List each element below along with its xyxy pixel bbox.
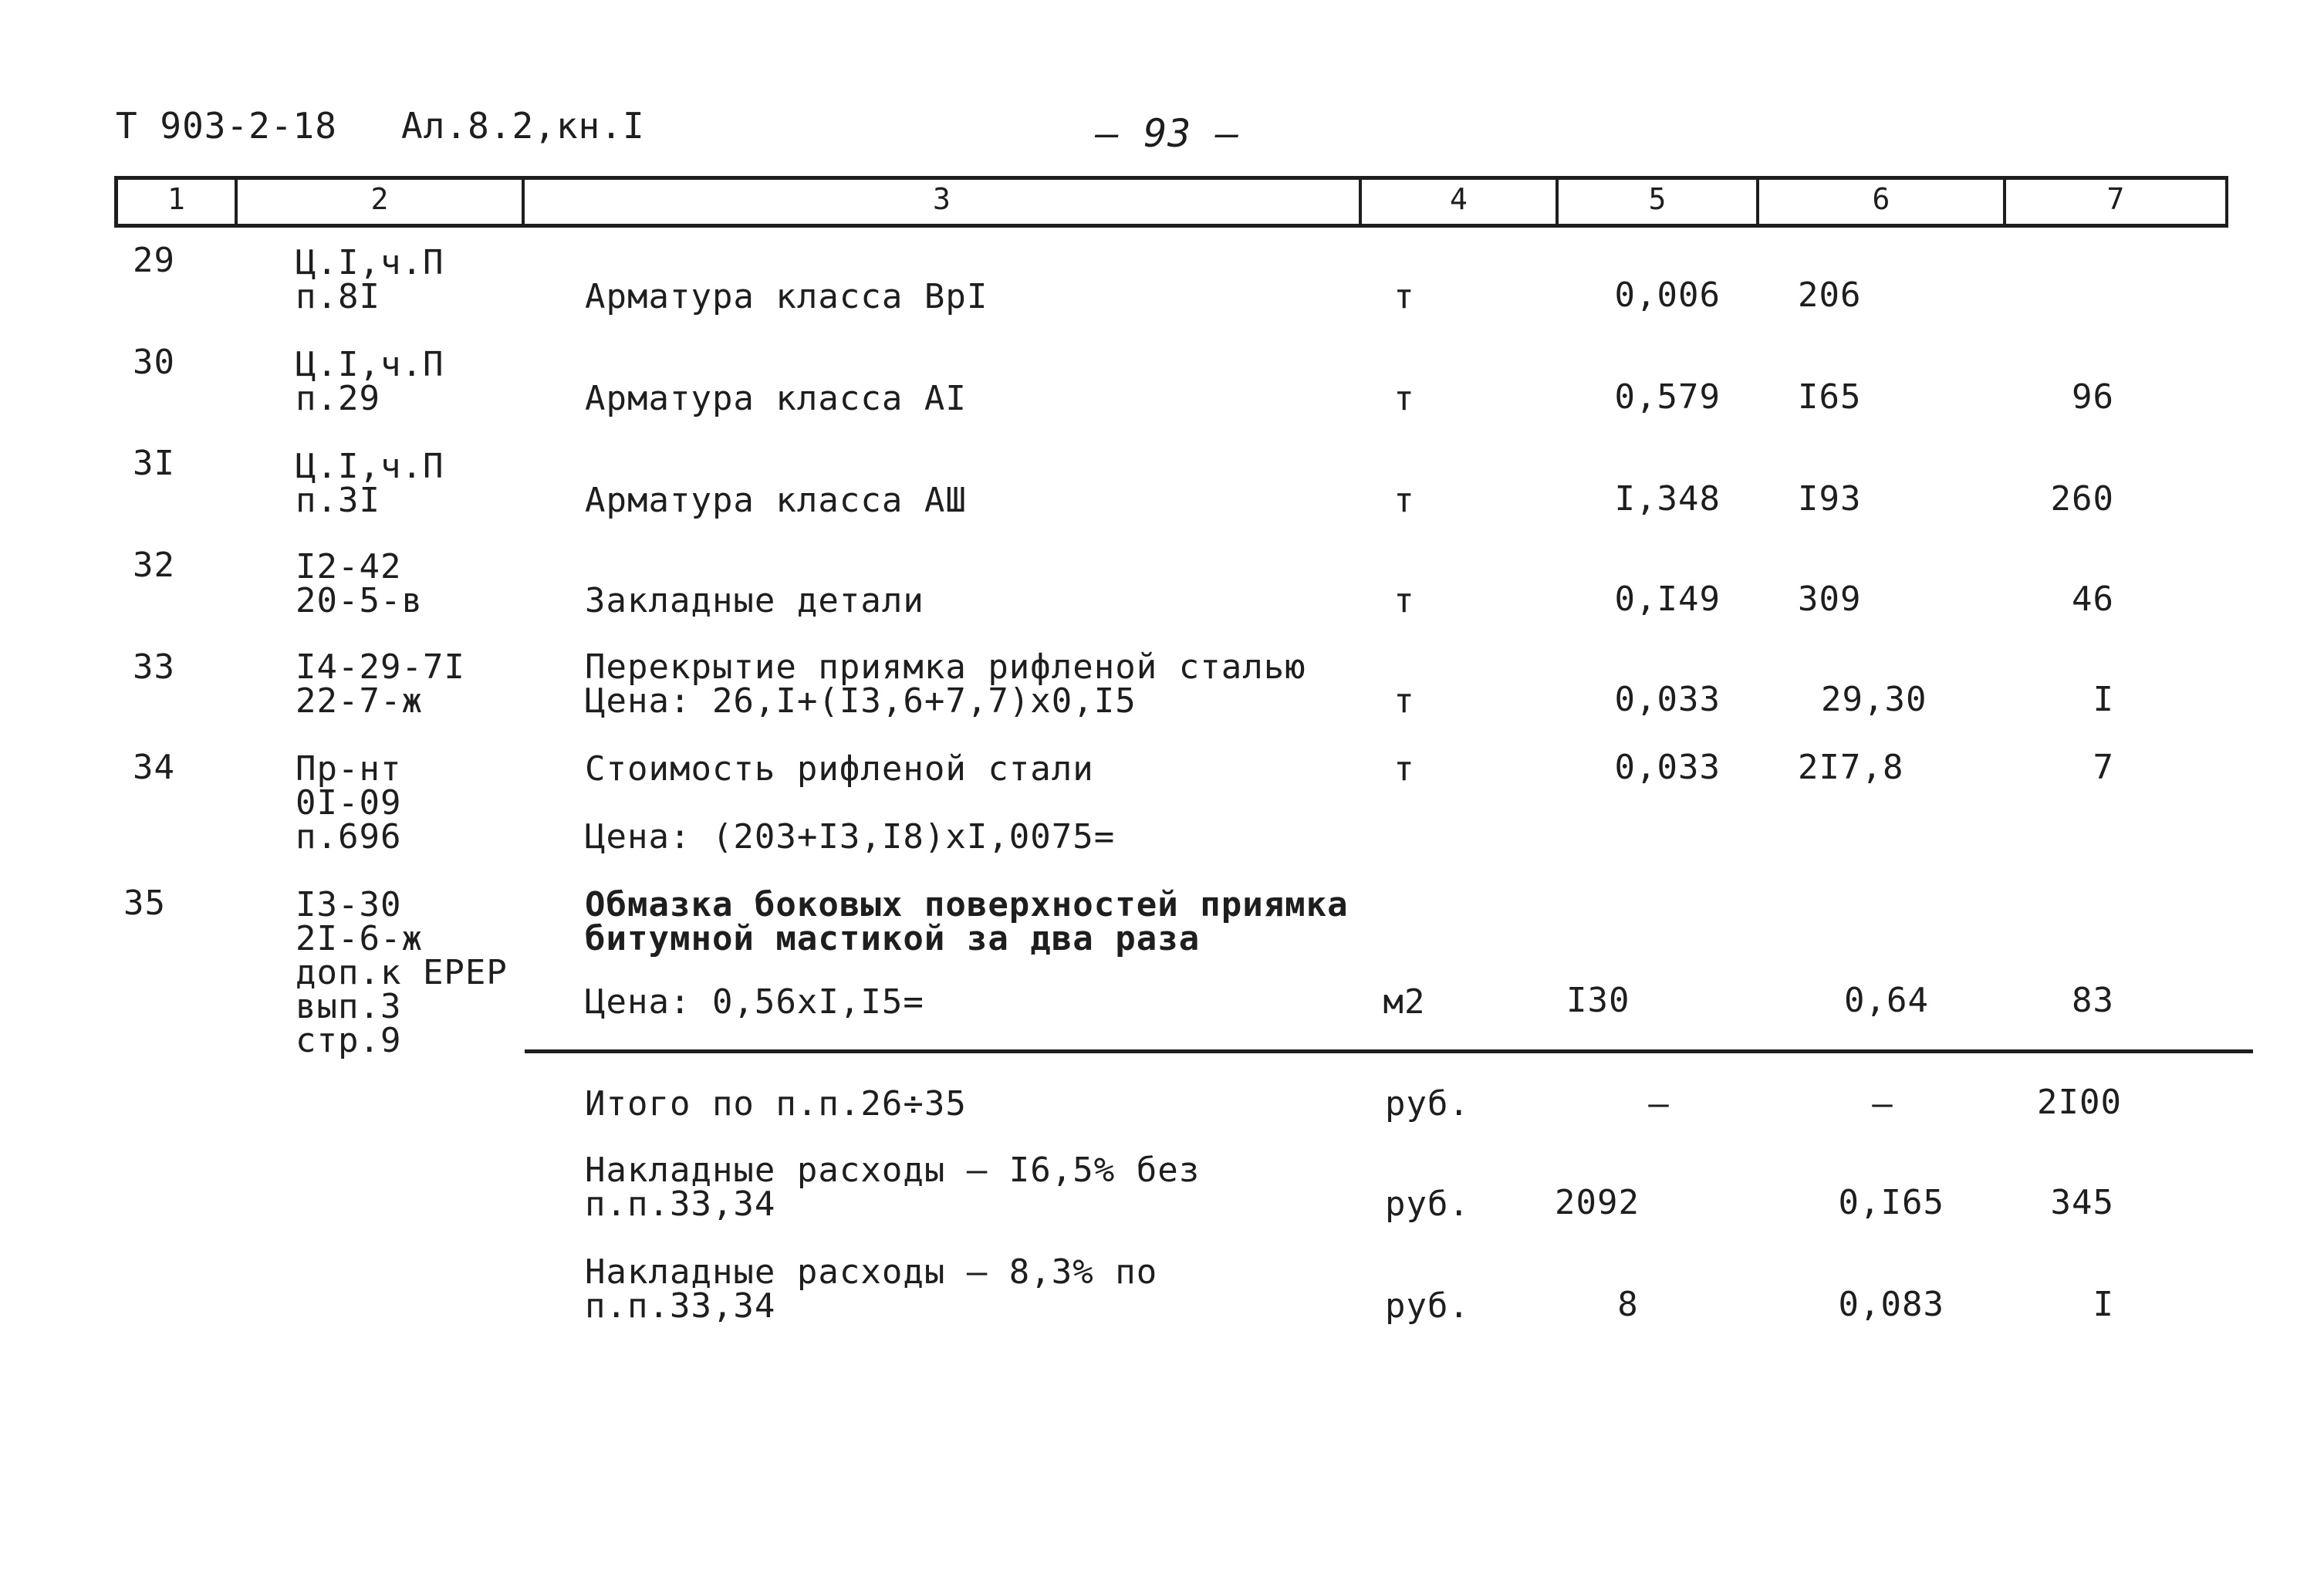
norm-reference: 22-7-ж: [296, 681, 423, 721]
price-formula: Цена: (203+I3,I8)хI,0075=: [585, 817, 1116, 857]
norm-reference: стр.9: [296, 1021, 402, 1060]
item-description: Перекрытие приямка рифленой сталью: [585, 647, 1306, 687]
unit: т: [1393, 481, 1415, 520]
unit-price: 0,083: [1838, 1285, 1944, 1324]
row-number: 35: [123, 884, 166, 923]
unit: т: [1393, 277, 1415, 316]
page-number: — 93 —: [1096, 111, 1240, 156]
column-header-7: 7: [2006, 177, 2228, 224]
unit-price: I93: [1798, 479, 1862, 519]
unit-price: 309: [1798, 580, 1862, 619]
norm-reference: Ц.I,ч.П: [296, 345, 444, 384]
column-header-2: 2: [238, 177, 525, 224]
total-cost: 260: [2050, 479, 2114, 519]
row-number: 3I: [133, 444, 175, 483]
norm-reference: Пр-нт: [296, 749, 402, 789]
summary-label: п.п.33,34: [585, 1184, 776, 1224]
unit-price: 0,I65: [1838, 1183, 1944, 1222]
column-header-3: 3: [525, 177, 1362, 224]
total-cost: I: [2093, 680, 2114, 719]
total-cost: 83: [2072, 981, 2114, 1020]
price-formula: Цена: 0,56хI,I5=: [585, 982, 924, 1022]
unit: т: [1393, 581, 1415, 620]
norm-reference: I3-30: [296, 885, 402, 924]
total-cost: 96: [2072, 377, 2114, 417]
total-cost: 7: [2093, 748, 2114, 787]
quantity: 8: [1617, 1285, 1639, 1324]
row-number: 32: [133, 546, 175, 585]
row-number: 33: [133, 647, 175, 687]
norm-reference: п.8I: [296, 277, 380, 316]
unit-price: 2I7,8: [1798, 748, 1904, 787]
header-bottom-rule: [114, 224, 2228, 228]
unit: т: [1393, 379, 1415, 418]
column-header-5: 5: [1559, 177, 1759, 224]
summary-label: Накладные расходы – 8,3% по: [585, 1252, 1158, 1292]
unit: т: [1393, 681, 1415, 721]
totals-separator: [525, 1049, 2253, 1053]
norm-reference: п.3I: [296, 481, 380, 520]
item-description: Закладные детали: [585, 581, 924, 620]
album-reference: Ал.8.2,кн.I: [401, 105, 645, 147]
column-header-6: 6: [1759, 177, 2006, 224]
norm-reference: 2I-6-ж: [296, 919, 423, 958]
unit: м2: [1383, 982, 1426, 1022]
norm-reference: п.29: [296, 379, 380, 418]
unit-price: 29,30: [1821, 680, 1927, 719]
unit: руб.: [1385, 1084, 1470, 1124]
norm-reference: Ц.I,ч.П: [296, 447, 444, 486]
quantity: 0,006: [1614, 275, 1721, 315]
unit-price: –: [1872, 1084, 1893, 1124]
norm-reference: доп.к ЕРЕР: [296, 953, 508, 992]
column-header-1: 1: [118, 177, 238, 224]
norm-reference: п.696: [296, 817, 402, 857]
quantity: –: [1648, 1084, 1670, 1124]
quantity: I30: [1566, 981, 1630, 1020]
quantity: I,348: [1614, 479, 1721, 519]
item-description: Обмазка боковых поверхностей приямка: [585, 885, 1349, 924]
quantity: 0,579: [1614, 377, 1721, 417]
norm-reference: вып.3: [296, 987, 402, 1026]
unit-price: I65: [1798, 377, 1862, 417]
total-cost: 46: [2072, 580, 2114, 619]
column-header-4: 4: [1362, 177, 1559, 224]
document-code: Т 903-2-18: [116, 105, 337, 147]
total-cost: 345: [2050, 1183, 2114, 1222]
row-number: 29: [133, 241, 175, 280]
summary-label: п.п.33,34: [585, 1286, 776, 1326]
summary-label: Накладные расходы – I6,5% без: [585, 1151, 1201, 1190]
quantity: 0,I49: [1614, 580, 1721, 619]
price-formula: Цена: 26,I+(I3,6+7,7)х0,I5: [585, 681, 1137, 721]
quantity: 0,033: [1614, 680, 1721, 719]
unit-price: 206: [1798, 275, 1862, 315]
total-cost: I: [2093, 1285, 2114, 1324]
item-description: Арматура класса АI: [585, 379, 967, 418]
norm-reference: Ц.I,ч.П: [296, 243, 444, 282]
norm-reference: 20-5-в: [296, 581, 423, 620]
unit: руб.: [1385, 1184, 1470, 1224]
norm-reference: I2-42: [296, 547, 402, 586]
row-number: 34: [133, 748, 175, 787]
summary-label: Итого по п.п.26÷35: [585, 1084, 967, 1124]
row-number: 30: [133, 343, 175, 382]
quantity: 2092: [1555, 1183, 1640, 1222]
norm-reference: 0I-09: [296, 783, 402, 823]
norm-reference: I4-29-7I: [296, 647, 465, 687]
item-description: Арматура класса АШ: [585, 481, 967, 520]
item-description: Арматура класса ВрI: [585, 277, 988, 316]
total-cost: 2I00: [2037, 1083, 2122, 1122]
item-description: Стоимость рифленой стали: [585, 749, 1094, 789]
quantity: 0,033: [1614, 748, 1721, 787]
unit: т: [1393, 749, 1415, 789]
unit-price: 0,64: [1844, 981, 1929, 1020]
unit: руб.: [1385, 1286, 1470, 1326]
item-description: битумной мастикой за два раза: [585, 919, 1201, 958]
